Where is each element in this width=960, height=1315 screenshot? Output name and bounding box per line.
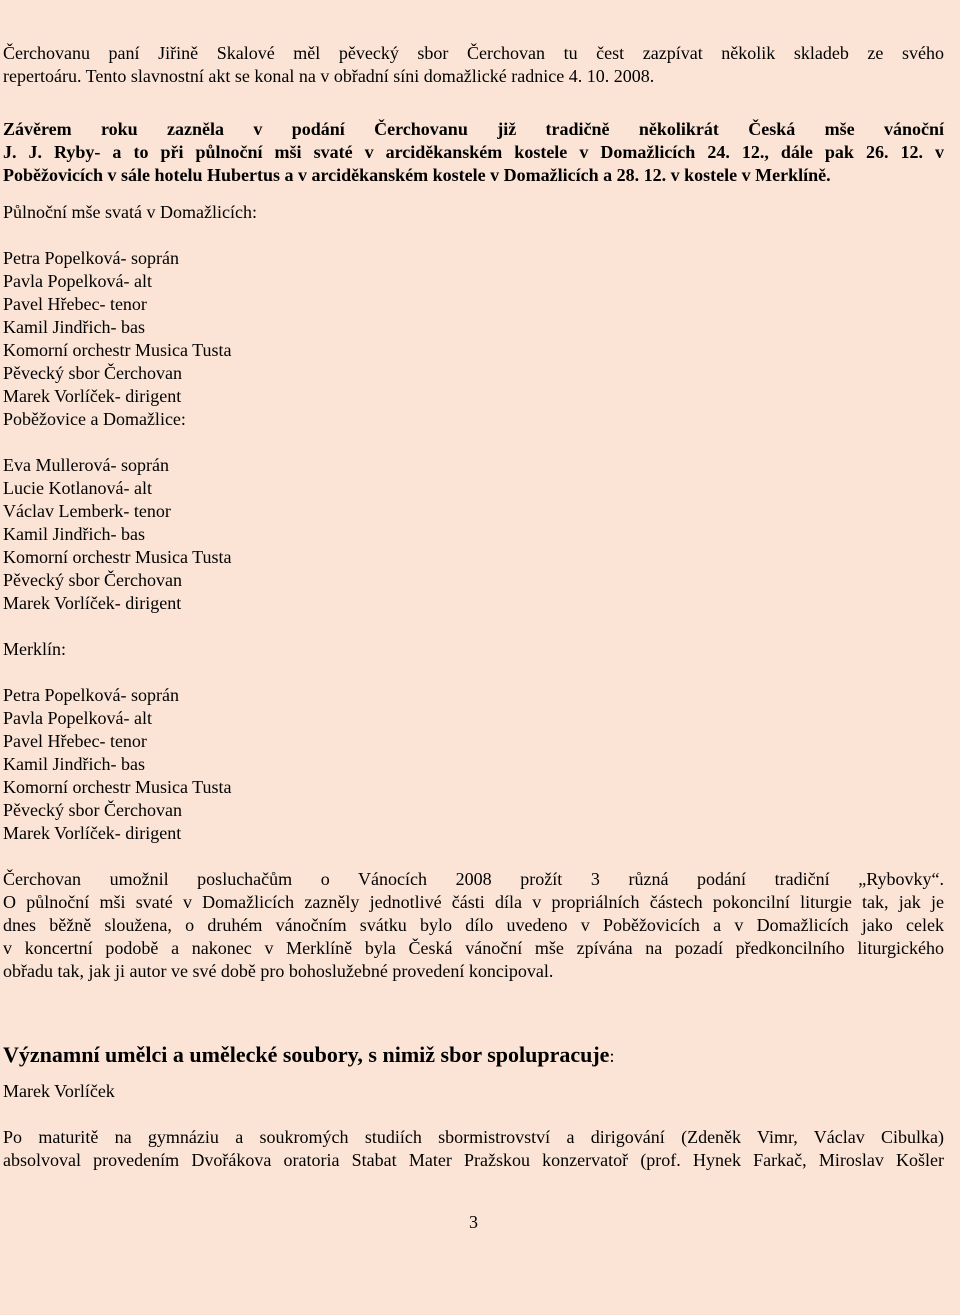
section-title-merklin: Merklín: [3,639,66,659]
performer-item: Václav Lemberk- tenor [3,501,171,521]
performer-item: Kamil Jindřich- bas [3,524,145,544]
performer-item: Petra Popelková- soprán [3,685,179,705]
summary-line-2: O půlnoční mši svaté v Domažlicích zazněly jednotlivé části díla v propriálních částech pokoncilní liturgie tak, jak je [3,892,944,912]
performer-item: Kamil Jindřich- bas [3,754,145,774]
page-number: 3 [469,1212,478,1232]
performer-item: Pěvecký sbor Čerchovan [3,363,182,383]
spacer [3,224,944,247]
performer-item: Pavla Popelková- alt [3,271,152,291]
spacer [3,661,944,684]
performer-item: Pěvecký sbor Čerchovan [3,570,182,590]
summary-paragraph [3,868,944,983]
performer-item: Marek Vorlíček- dirigent [3,593,182,613]
summary-line-3: dnes běžně sloužena, o druhém vánočním svátku bylo dílo uvedeno v Poběžovicích a v Domažlicích jako celek [3,915,944,935]
section-title-pobezovice: Poběžovice a Domažlice: [3,409,186,429]
spacer [3,431,944,454]
intro-line-1: Čerchovanu paní Jiřině Skalové měl pěvecký sbor Čerchovan tu čest zazpívat několik skladeb ze svého [3,43,944,63]
performer-item: Pavel Hřebec- tenor [3,294,147,314]
spacer [3,1070,944,1080]
collaborator-bio [3,1126,944,1172]
closing-paragraph [3,118,944,187]
spacer [3,615,944,638]
performer-list-domazlice [3,247,944,408]
performer-item: Petra Popelková- soprán [3,248,179,268]
performer-list-merklin [3,684,944,845]
summary-line-1: Čerchovan umožnil posluchačům o Vánocích 2008 prožít 3 různá podání tradiční „Rybovky“. [3,869,944,889]
performer-item: Eva Mullerová- soprán [3,455,169,475]
performer-item: Pavel Hřebec- tenor [3,731,147,751]
performer-item: Komorní orchestr Musica Tusta [3,777,232,797]
spacer [3,983,944,1041]
document-page [3,42,944,1172]
performer-item: Marek Vorlíček- dirigent [3,386,182,406]
spacer [3,845,944,868]
bio-line-1: Po maturitě na gymnáziu a soukromých studiích sbormistrovství a dirigování (Zdeněk Vimr, Václav Cibulka) [3,1127,944,1147]
summary-line-4: v koncertní podobě a nakonec v Merklíně byla Česká vánoční mše zpívána na pozadí předkoncilního liturgického [3,938,944,958]
bio-line-2: absolvoval provedením Dvořákova oratoria Stabat Mater Pražskou konzervatoř (prof. Hynek Farkač, Miroslav Košler [3,1150,944,1170]
spacer [3,1103,944,1126]
closing-line-2: J. J. Ryby- a to při půlnoční mši svaté v arciděkanském kostele v Domažlicích 24. 12., dále pak 26. 12. v [3,142,944,162]
summary-line-5: obřadu tak, jak ji autor ve své době pro bohoslužebné provedení koncipoval. [3,961,554,981]
closing-line-1: Závěrem roku zazněla v podání Čerchovanu již tradičně několikrát Česká mše vánoční [3,119,944,139]
spacer [3,88,944,118]
performer-item: Marek Vorlíček- dirigent [3,823,182,843]
performer-item: Komorní orchestr Musica Tusta [3,547,232,567]
performer-item: Pěvecký sbor Čerchovan [3,800,182,820]
performer-item: Kamil Jindřich- bas [3,317,145,337]
performer-list-pobezovice [3,454,944,615]
performer-item: Pavla Popelková- alt [3,708,152,728]
performer-item: Komorní orchestr Musica Tusta [3,340,232,360]
section-title-domazlice: Půlnoční mše svatá v Domažlicích: [3,202,257,222]
closing-line-3: Poběžovicích v sále hotelu Hubertus a v arciděkanském kostele v Domažlicích a 28. 12. v kostele v Merklíně. [3,165,831,185]
section-heading-text: Významní umělci a umělecké soubory, s nimiž sbor spolupracuje [3,1042,610,1067]
section-heading-colon: : [609,1046,615,1066]
performer-item: Lucie Kotlanová- alt [3,478,152,498]
spacer [3,187,944,201]
intro-line-2: repertoáru. Tento slavnostní akt se konal na v obřadní síni domažlické radnice 4. 10. 2008. [3,66,655,86]
collaborator-name: Marek Vorlíček [3,1081,115,1101]
section-heading [3,1041,944,1070]
